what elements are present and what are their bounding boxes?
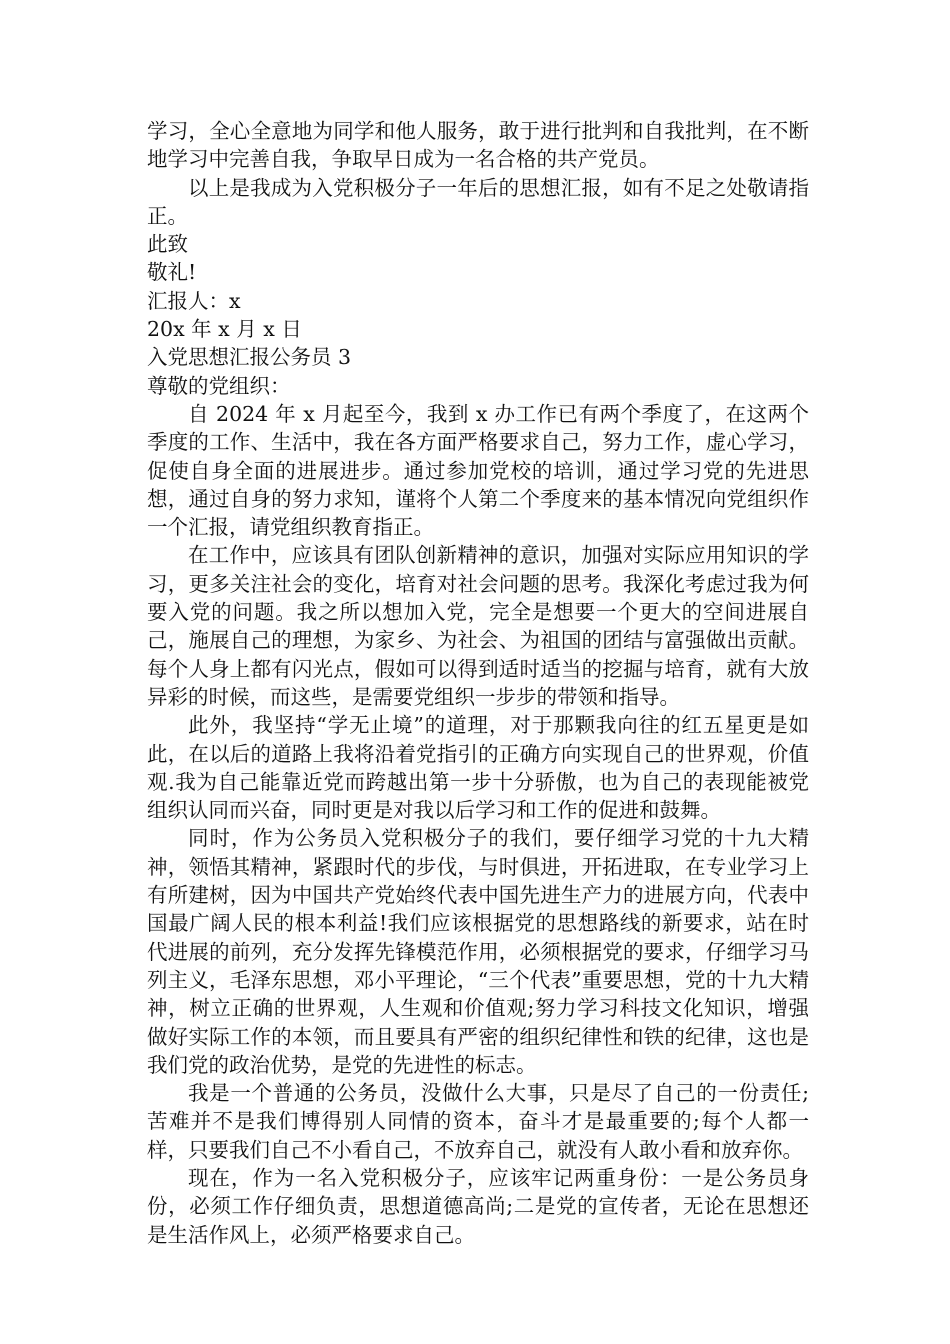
paragraph-closing-remark: 以上是我成为入党积极分子一年后的思想汇报，如有不足之处敬请指正。 <box>147 175 809 228</box>
reporter-line: 汇报人：x <box>147 288 241 313</box>
greeting-line: 尊敬的党组织： <box>147 373 291 398</box>
paragraph-learning: 此外，我坚持“学无止境”的道理，对于那颗我向往的红五星更是如此，在以后的道路上我将沿着党指引的正确方向实现自己的世界观，价值观.我为自己能靠近党而跨越出第一步十分骄傲，也为自己的表现能被党组织认同而兴奋，同时更是对我以后学习和工作的促进和鼓舞。 <box>147 713 809 823</box>
paragraph-responsibility: 我是一个普通的公务员，没做什么大事，只是尽了自己的一份责任;苦难并不是我们博得别人同情的资本，奋斗才是最重要的;每个人都一样，只要我们自己不小看自己，不放弃自己，就没有人敢小看和放弃你。 <box>147 1081 809 1162</box>
paragraph-dual-identity: 现在，作为一名入党积极分子，应该牢记两重身份：一是公务员身份，必须工作仔细负责，思想道德高尚;二是党的宣传者，无论在思想还是生活作风上，必须严格要求自己。 <box>147 1165 809 1247</box>
paragraph-opening-continuation: 学习，全心全意地为同学和他人服务，敢于进行批判和自我批判，在不断地学习中完善自我，争取早日成为一名合格的共产党员。 <box>147 119 809 172</box>
date-line: 20x 年 x 月 x 日 <box>147 317 302 342</box>
paragraph-intro: 自 2024 年 x 月起至今，我到 x 办工作已有两个季度了，在这两个季度的工作、生活中，我在各方面严格要求自己，努力工作，虚心学习，促使自身全面的进展进步。通过参加党校的培训，通过学习党的先进思想，通过自身的努力求知，谨将个人第二个季度来的基本情况向党组织作一个汇报，请党组织教育指正。 <box>147 401 809 540</box>
section-title: 入党思想汇报公务员 3 <box>147 345 352 370</box>
salutation-cizhi: 此致 <box>147 232 188 257</box>
paragraph-study-spirit: 同时，作为公务员入党积极分子的我们，要仔细学习党的十九大精神，领悟其精神，紧跟时代的步伐，与时俱进，开拓进取，在专业学习上有所建树，因为中国共产党始终代表中国先进生产力的进展方向，代表中国最广阔人民的根本利益!我们应该根据党的思想路线的新要求，站在时代进展的前列，充分发挥先锋模范作用，必须根据党的要求，仔细学习马列主义，毛泽东思想，邓小平理论，“三个代表”重要思想，党的十九大精神，树立正确的世界观，人生观和价值观;努力学习科技文化知识，增强做好实际工作的本领，而且要具有严密的组织纪律性和铁的纪律，这也是我们党的政治优势，是党的先进性的标志。 <box>147 826 809 1077</box>
document-body <box>147 117 809 1249</box>
paragraph-work: 在工作中，应该具有团队创新精神的意识，加强对实际应用知识的学习，更多关注社会的变化，培育对社会问题的思考。我深化考虑过我为何要入党的问题。我之所以想加入党，完全是想要一个更大的空间进展自己，施展自己的理想，为家乡、为社会、为祖国的团结与富强做出贡献。每个人身上都有闪光点，假如可以得到适时适当的挖掘与培育，就有大放异彩的时候，而这些，是需要党组织一步步的带领和指导。 <box>147 543 809 709</box>
salutation-jingli: 敬礼! <box>147 260 197 285</box>
